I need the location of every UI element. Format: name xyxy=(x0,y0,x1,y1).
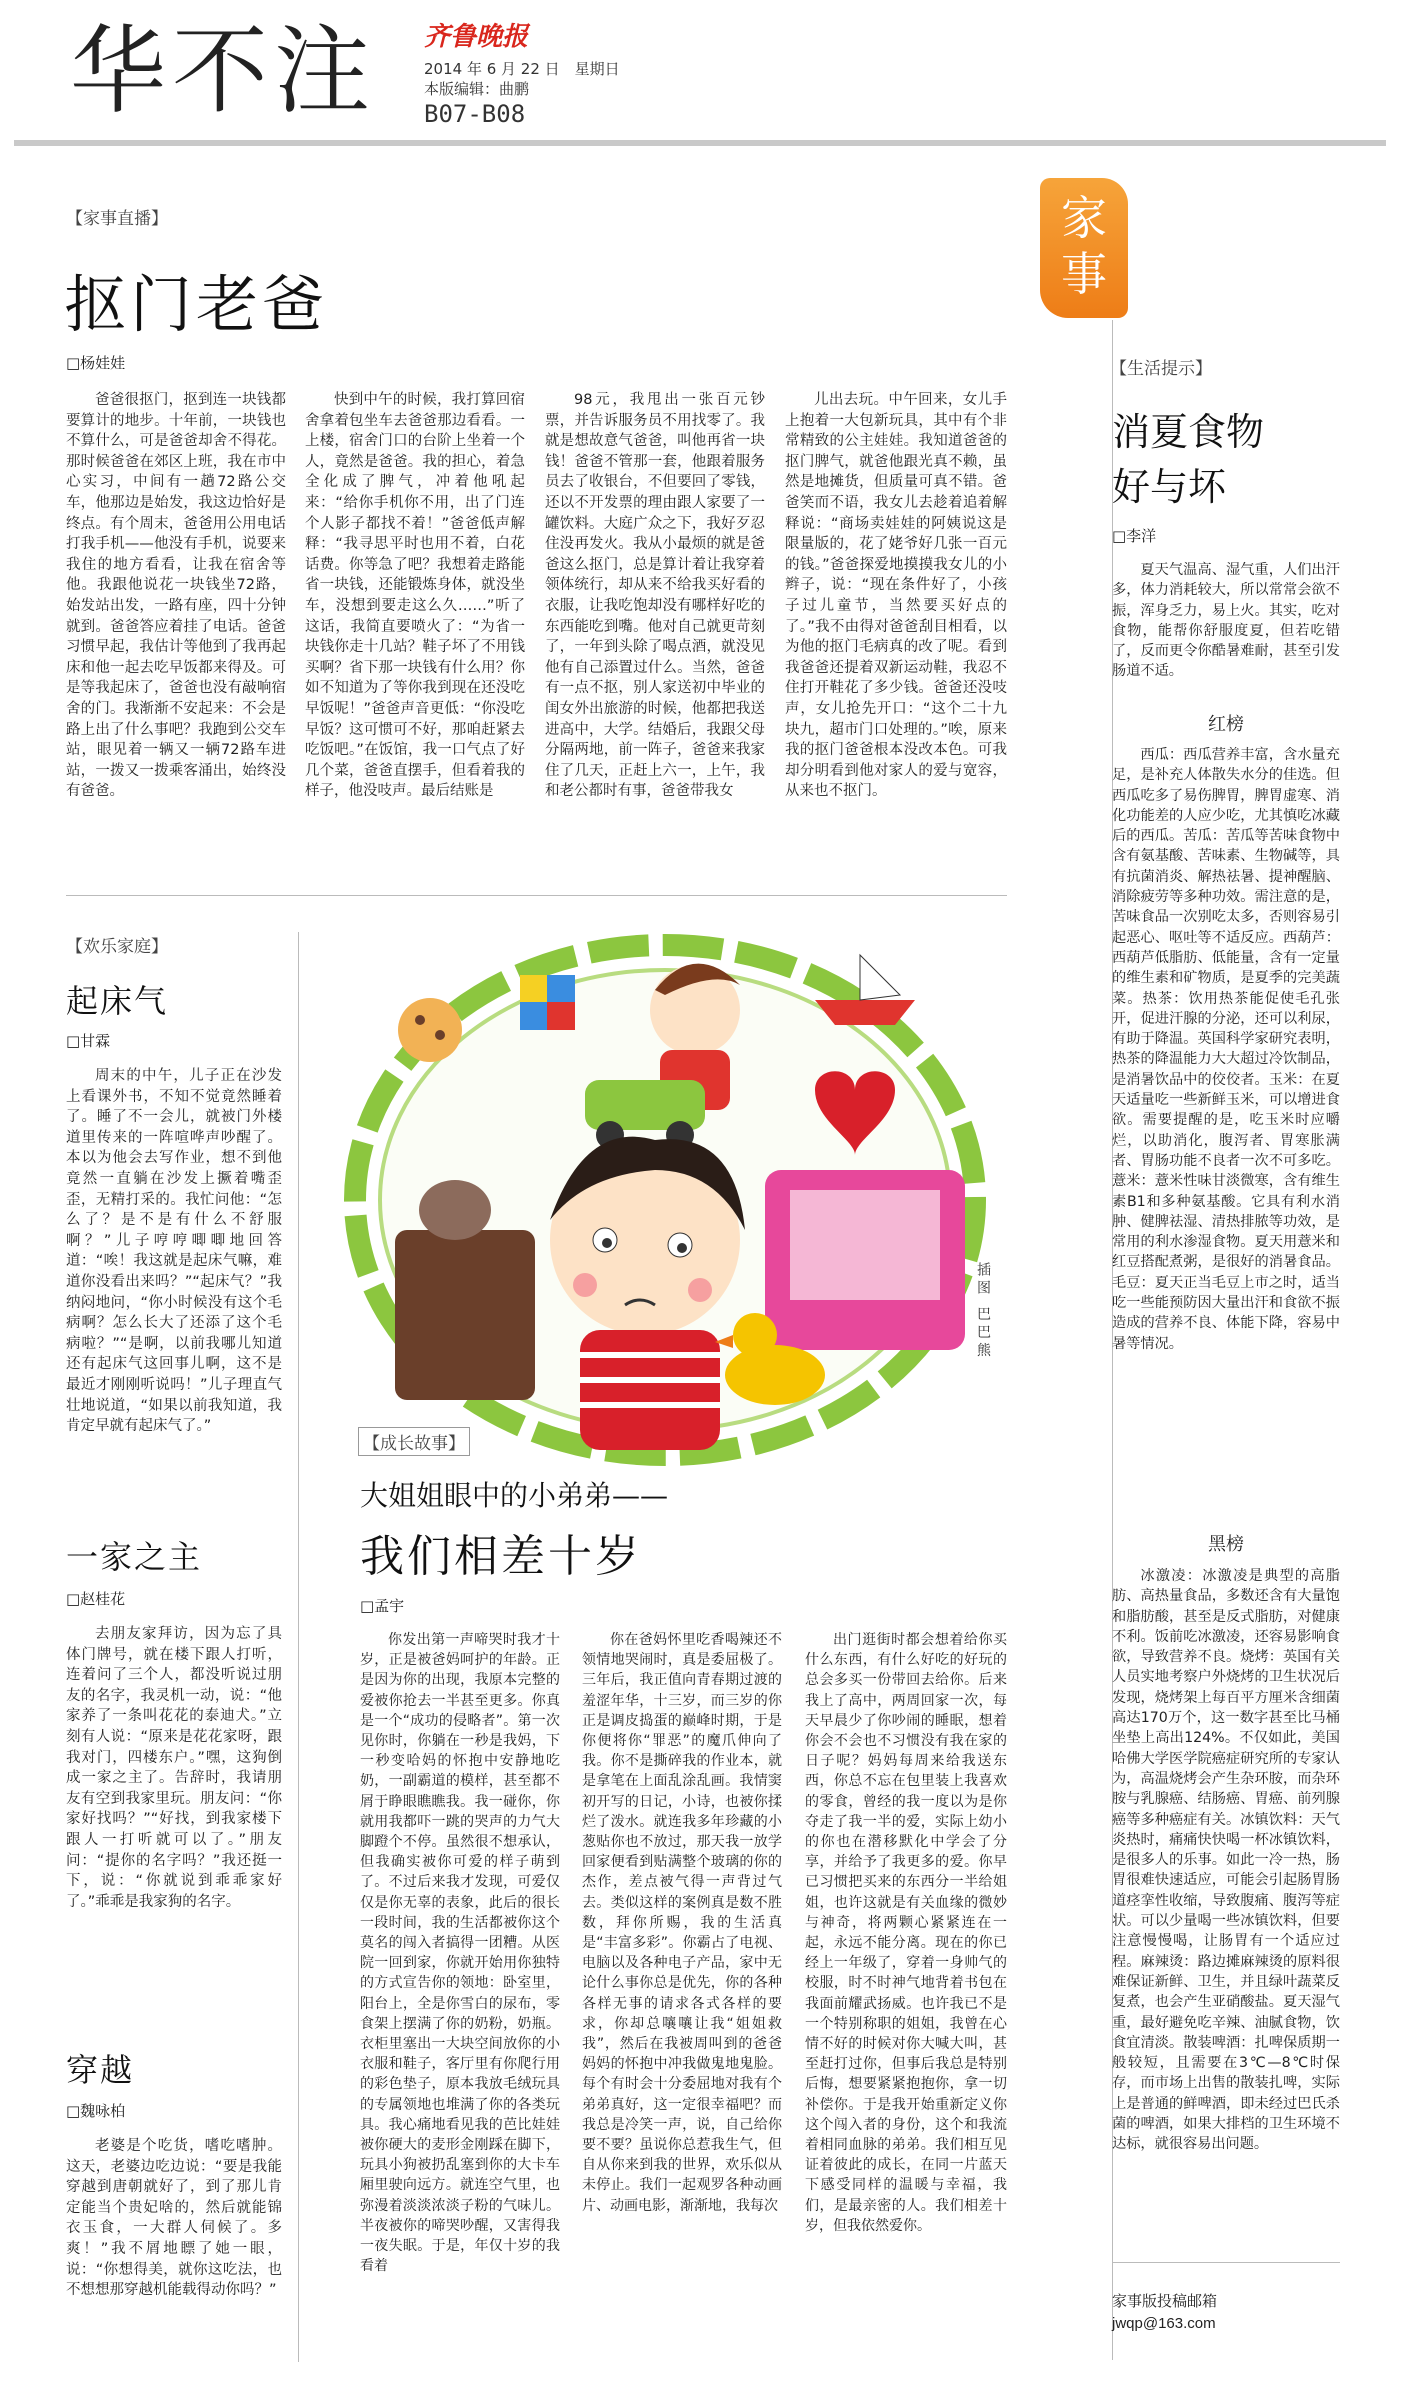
article-body: 老婆是个吃货，嗜吃嗜肿。这天，老婆边吃边说：“要是我能穿越到唐朝就好了，到了那儿肯定能当个贵妃啥的，然后就能锦衣玉食，一大群人伺候了。多爽！”我不屑地瞟了她一眼，说：“你想得美，就你这吃法，也不想想那穿越机能载得动你吗？” xyxy=(66,2138,282,2299)
illustration-girl-and-brother xyxy=(335,900,1015,1460)
issue-date: 2014 年 6 月 22 日 星期日 xyxy=(424,60,620,78)
article-title-stingy-dad: 抠门老爸 xyxy=(64,268,329,341)
article-column-1: 爸爸很抠门，抠到连一块钱都要算计的地步。十年前，一块钱也不算什么，可是爸爸却舍不得花。那时候爸爸在郊区上班，我在市中心实习，中间有一趟72路公交车，他那边是始发，我这边恰好是终点。有个周末，爸爸用公用电话打我手机——他没有手机，说要来我住的地方看看，让我在宿舍等他。我跟他说花一块钱坐72路，始发站出发，一路有座，四十分钟就到。爸爸答应着挂了电话。爸爸习惯早起，我估计等他到了我再起床和他一起去吃早饭都来得及。可是等我起床了，爸爸也没有敲响宿舍的门。我渐渐不安起来：不会是路上出了什么事吧？我跑到公交车站，眼见着一辆又一辆72路车进站，一拨又一拨乘客涌出，始终没有爸爸。 xyxy=(66,392,286,800)
sidebar-title-line2: 好与坏 xyxy=(1112,465,1227,509)
section-tag-home-live: 【家事直播】 xyxy=(66,209,168,229)
section-tag-life-tips: 【生活提示】 xyxy=(1110,359,1212,379)
rubber-duck xyxy=(725,1345,825,1405)
teddy-bear xyxy=(419,1180,491,1240)
article-body: 周末的中午，儿子正在沙发上看课外书，不知不觉竟然睡着了。睡了不一会儿，就被门外楼道里传来的一阵喧哗声吵醒了。本以为他会去写作业，想不到他竟然一直躺在沙发上撅着嘴歪歪，无精打采的。我忙问他：“怎么了？是不是有什么不舒服啊？”儿子哼哼唧唧地回答道：“唉！我这就是起床气嘛，难道你没看出来吗？”“起床气？”我纳闷地问，“你小时候没有这个毛病啊？怎么长大了还添了这个毛病啦？”“是啊，以前我哪儿知道还有起床气这回事儿啊，这不是最近才刚刚听说吗！”儿子理直气壮地说道，“如果以前我知道，我肯定早就有起床气了。” xyxy=(66,1068,282,1435)
article-column-2: 你在爸妈怀里吃香喝辣还不领情地哭闹时，真是委屈极了。三年后，我正值向青春期过渡的羞涩年华，十三岁，而三岁的你正是调皮捣蛋的巅峰时期，于是你便将你“罪恶”的魔爪伸向了我。你不是撕碎我的作业本，就是拿笔在上面乱涂乱画。我情窦初开写的日记，小诗，也被你揉烂了泼水。就连我多年珍藏的小葱贴你也不放过，那天我一放学回家便看到贴满整个玻璃的你的杰作，差点被气得一声背过气去。类似这样的案例真是数不胜数，拜你所赐，我的生活真是“丰富多彩”。你霸占了电视、电脑以及各种电子产品，家中无论什么事你总是优先，你的各种各样无事的请求各式各样的要求，你却总嚷嚷让我“姐姐救我”，然后在我被周叫到的爸爸妈妈的怀抱中冲我做鬼地鬼脸。每个有时会十分委屈地对我有个弟弟真好，这一定很幸福吧？而我总是冷笑一声，说，自己给你要不要？虽说你总惹我生气，但自从你来到我的世界，欢乐似从未停止。我们一起观罗各种动画片、动画电影，渐渐地，我每次 xyxy=(582,1632,782,2214)
red-list-body: 西瓜：西瓜营养丰富，含水量充足，是补充人体散失水分的佳选。但西瓜吃多了易伤脾胃，脾胃虚寒、消化功能差的人应少吃，尤其慎吃冰藏后的西瓜。苦瓜：苦瓜等苦味食物中含有氨基酸、苦味素、生物碱等，具有抗菌消炎、解热祛暑、提神醒脑、消除疲劳等多种功效。需注意的是，苦味食品一次别吃太多，否则容易引起恶心、呕吐等不适反应。西葫芦：西葫芦低脂肪、低能量，含有一定量的维生素和矿物质，是夏季的完美蔬菜。热茶：饮用热茶能促使毛孔张开，促进汗腺的分泌，还可以利尿，有助于降温。英国科学家研究表明，热茶的降温能力大大超过冷饮制品，是消暑饮品中的佼佼者。玉米：在夏天适量吃一些新鲜玉米，可以增进食欲。需要提醒的是，吃玉米时应嚼烂，以助消化，腹泻者、胃寒胀满者、胃肠功能不良者一次不可多吃。薏米：薏米性味甘淡微寒，含有维生素B1和多种氨基酸。它具有利水消肿、健脾祛湿、清热排脓等功效，是常用的利水渗湿食物。夏天用薏米和红豆搭配煮粥，是很好的消暑食品。毛豆：夏天正当毛豆上市之时，适当吃一些能预防因大量出汗和食欲不振造成的营养不良、体能下降，容易中暑等情况。 xyxy=(1112,747,1340,1352)
article-column-2: 快到中午的时候，我打算回宿舍拿着包坐车去爸爸那边看看。一上楼，宿舍门口的台阶上坐着一个人，竟然是爸爸。我的担心，着急全化成了脾气，冲着他吼起来：“给你手机你不用，出了门连个人影子都找不着！”爸爸低声解释：“我寻思平时也用不着，白花话费。你等急了吧？我想着走路能省一块钱，还能锻炼身体，就没坐车，没想到要走这么久……”听了这话，我简直要喷火了：“为省一块钱你走十几站？鞋子坏了不用钱买啊？省下那一块钱有什么用？你如不知道为了等你我到现在还没吃早饭呢！”爸爸声音更低：“你没吃早饭？这可惯可不好，那咱赶紧去吃饭吧。”在饭馆，我一口气点了好几个菜，爸爸直摆手，但看着我的样子，他没吱声。最后结账是 xyxy=(305,392,525,800)
submission-email[interactable]: jwqp@163.com xyxy=(1112,2315,1216,2332)
masthead-rule xyxy=(14,140,1386,146)
submission-label: 家事版投稿邮箱 xyxy=(1112,2292,1218,2310)
article-byline: □赵桂花 xyxy=(66,1590,126,1608)
article-title-ten-years-apart: 我们相差十岁 xyxy=(360,1531,642,1582)
illustration-credit: 插图 巴巴熊 xyxy=(975,1262,991,1361)
article-column-1: 你发出第一声啼哭时我才十岁，正是被爸妈呵护的年龄。正是因为你的出现，我原本完整的爱被你抢去一半甚至更多。你真是一个“成功的侵略者”。第一次见你时，你躺在一秒是我妈，下一秒变哈妈的怀抱中安静地吃奶，一副霸道的模样，甚至都不屑于睁眼瞧瞧我。我一碰你，你就用我都吓一跳的哭声的力气大脚蹬个不停。虽然很不想承认，但我确实被你可爱的样子萌到了。不过后来我才发现，可爱仅仅是你无辜的表象，此后的很长一段时间，我的生活都被你这个莫名的闯入者搞得一团糟。从医院一回到家，你就开始用你独特的方式宣告你的领地：卧室里，阳台上，全是你雪白的尿布，零食架上摆满了你的奶粉，奶瓶。衣柜里塞出一大块空间放你的小衣服和鞋子，客厅里有你爬行用的彩色垫子，原本我放毛绒玩具的专属领地也堆满了你的各类玩具。我心痛地看见我的芭比娃娃被你硬大的麦形金刚踩在脚下，玩具小狗被扔乱塞到你的大卡车厢里驶向远方。就连空气里，也弥漫着淡淡浓淡子粉的气味儿。半夜被你的啼哭吵醒，又害得我一夜失眠。于是，年仅十岁的我看着 xyxy=(360,1632,560,2275)
newspaper-brand: 齐鲁晚报 xyxy=(424,22,529,52)
column-divider xyxy=(298,932,299,2362)
page-code: B07-B08 xyxy=(424,100,526,128)
article-title-time-travel: 穿越 xyxy=(66,2051,135,2089)
article-byline: □甘霖 xyxy=(66,1032,111,1050)
article-column-4: 儿出去玩。中午回来，女儿手上抱着一大包新玩具，其中有个非常精致的公主娃娃。我知道爸爸的抠门脾气，就爸他跟光真不赖，虽然是地摊货，但质量可真不错。爸爸笑而不语，我女儿去趁着追着解释说：“商场卖娃娃的阿姨说这是限量版的，花了姥爷好几张一百元的钱。”爸爸探爱地摸摸我女儿的小辫子，说：“现在条件好了，小孩子过儿童节，当然要买好点的了。”我不由得对爸爸刮目相看，以为他的抠门毛病真的改了呢。看到我爸爸还提着双新运动鞋，我忍不住打开鞋花了多少钱。爸爸还没吱声，女儿抢先开口：“这个二十九块九，超市门口处理的。”唉，原来我的抠门爸爸根本没改本色。可我却分明看到他对家人的爱与宽容，从来也不抠门。 xyxy=(785,392,1007,800)
section-tag-happy-family: 【欢乐家庭】 xyxy=(66,937,168,957)
black-list-heading: 黑榜 xyxy=(1208,1534,1244,1555)
article-byline: □孟宇 xyxy=(360,1597,405,1615)
sidebar-intro: 夏天气温高、湿气重，人们出汗多，体力消耗较大，所以常常会欲不振，浑身乏力，易上火。其实，吃对食物，能帮你舒服度夏，但若吃错了，反而更令你酷暑难耐，甚至引发肠道不适。 xyxy=(1112,562,1340,680)
section-tag-growth-story: 【成长故事】 xyxy=(358,1427,470,1456)
toy-car xyxy=(585,1080,705,1130)
sidebar-title-line1: 消夏食物 xyxy=(1112,410,1265,454)
page-editor: 本版编辑：曲鹏 xyxy=(424,80,530,98)
black-list-body: 冰激凌：冰激凌是典型的高脂肪、高热量食品，多数还含有大量饱和脂肪酸，甚至是反式脂肪，对健康不利。饭前吃冰激凌，还容易影响食欲，导致营养不良。烧烤：英国有关人员实地考察户外烧烤的卫生状况后发现，烧烤架上每百平方厘米含细菌高达170万个，这一数字甚至比马桶坐垫上高出124%。不仅如此，美国哈佛大学医学院癌症研究所的专家认为，高温烧烤会产生杂环胺，而杂环胺与乳腺癌、结肠癌、胃癌、前列腺癌等多种癌症有关。冰镇饮料：天气炎热时，痛痛快快喝一杯冰镇饮料，是很多人的乐事。如此一冷一热，肠胃很难快速适应，可能会引起肠胃肠道痉挛性收缩，导致腹痛、腹泻等症状。可以少量喝一些冰镇饮料，但要注意慢慢喝，让肠胃有一个适应过程。麻辣烫：路边摊麻辣烫的原料很难保证新鲜、卫生，并且绿叶蔬菜反复煮，也会产生亚硝酸盐。夏天湿气重，最好避免吃辛辣、油腻食物，饮食宜清淡。散装啤酒：扎啤保质期一般较短，且需要在3℃—8℃时保存，而市场上出售的散装扎啤，实际上是普通的鲜啤酒，即未经过巴氏杀菌的啤酒，如果大排档的卫生环境不达标，就很容易出问题。 xyxy=(1112,1568,1340,2153)
article-body: 去朋友家拜访，因为忘了具体门牌号，就在楼下跟人打听，连着问了三个人，都没听说过朋友的名字，我灵机一动，说：“他家养了一条叫花花的泰迪犬。”立刻有人说：“原来是花花家呀，跟我对门，四楼东户。”嘿，这狗倒成一家之主了。告辞时，我请朋友有空到我家里玩。朋友问：“你家好找吗？”“好找，到我家楼下跟人一打听就可以了。”朋友问：“提你的名字吗？”我还挺一下，说：“你就说到乖乖家好了。”乖乖是我家狗的名字。 xyxy=(66,1626,282,1910)
article-title-head-of-family: 一家之主 xyxy=(66,1538,203,1576)
section-badge: 家事 xyxy=(1040,178,1128,318)
footer-divider xyxy=(1112,2262,1340,2263)
divider xyxy=(66,895,1007,896)
bed-frame xyxy=(395,1230,535,1400)
illustration xyxy=(335,900,1015,1460)
article-subtitle: 大姐姐眼中的小弟弟—— xyxy=(360,1479,669,1512)
article-column-3: 出门逛街时都会想着给你买什么东西，有什么好吃的好玩的总会多买一份带回去给你。后来我上了高中，两周回家一次，每天早晨少了你吵闹的睡眠，想着你会不会也不习惯没有我在家的日子呢？妈妈每周来给我送东西，你总不忘在包里装上我喜欢的零食，曾经的我一度以为是你夺走了我一半的爱，实际上幼小的你也在潜移默化中学会了分享，并给予了我更多的爱。你早已习惯把买来的东西分一半给姐姐，也许这就是有关血缘的微妙与神奇，将两颗心紧紧连在一起，永远不能分离。现在的你已经上一年级了，穿着一身帅气的校服，时不时神气地背着书包在我面前耀武扬威。也许我已不是一个特别称职的姐姐，我曾在心情不好的时候对你大喊大叫，甚至赶打过你，但事后我总是特别后悔，想要紧紧抱抱你，拿一切补偿你。于是我开始重新定义你这个闯入者的身份，这个和我流着相同血脉的弟弟。我们相互见证着彼此的成长，在同一片蓝天下感受同样的温暖与幸福，我们，是最亲密的人。我们相差十岁，但我依然爱你。 xyxy=(805,1632,1007,2234)
masthead-title: 华不注 xyxy=(70,15,376,127)
article-byline: □杨娃娃 xyxy=(66,354,126,372)
article-byline: □魏咏柏 xyxy=(66,2102,126,2120)
cookie xyxy=(398,998,462,1062)
sidebar-byline: □李洋 xyxy=(1112,527,1157,545)
article-title-wake-up-mood: 起床气 xyxy=(66,982,169,1020)
striped-shirt xyxy=(580,1330,720,1450)
red-list-heading: 红榜 xyxy=(1208,714,1244,735)
article-column-3: 98元，我甩出一张百元钞票，并告诉服务员不用找零了。我就是想故意气爸爸，叫他再省一块钱！爸爸不管那一套，他跟着服务员去了收银台，不但要回了零钱，还以不开发票的理由跟人家要了一罐饮料。大庭广众之下，我好歹忍住没再发火。我从小最烦的就是爸爸这么抠门，总是算计着让我穿着领体统行，却从来不给我买好看的衣服，让我吃饱却没有哪样好吃的东西能吃到嘴。他对自己就更苛刻了，一年到头除了喝点酒，就没见他有自己添置过什么。当然，爸爸有一点不抠，别人家送初中毕业的闺女外出旅游的时候，他都把我送进高中，大学。结婚后，我跟父母分隔两地，前一阵子，爸爸来我家住了几天，正赶上六一，上午，我和老公都时有事，爸爸带我女 xyxy=(545,392,765,800)
